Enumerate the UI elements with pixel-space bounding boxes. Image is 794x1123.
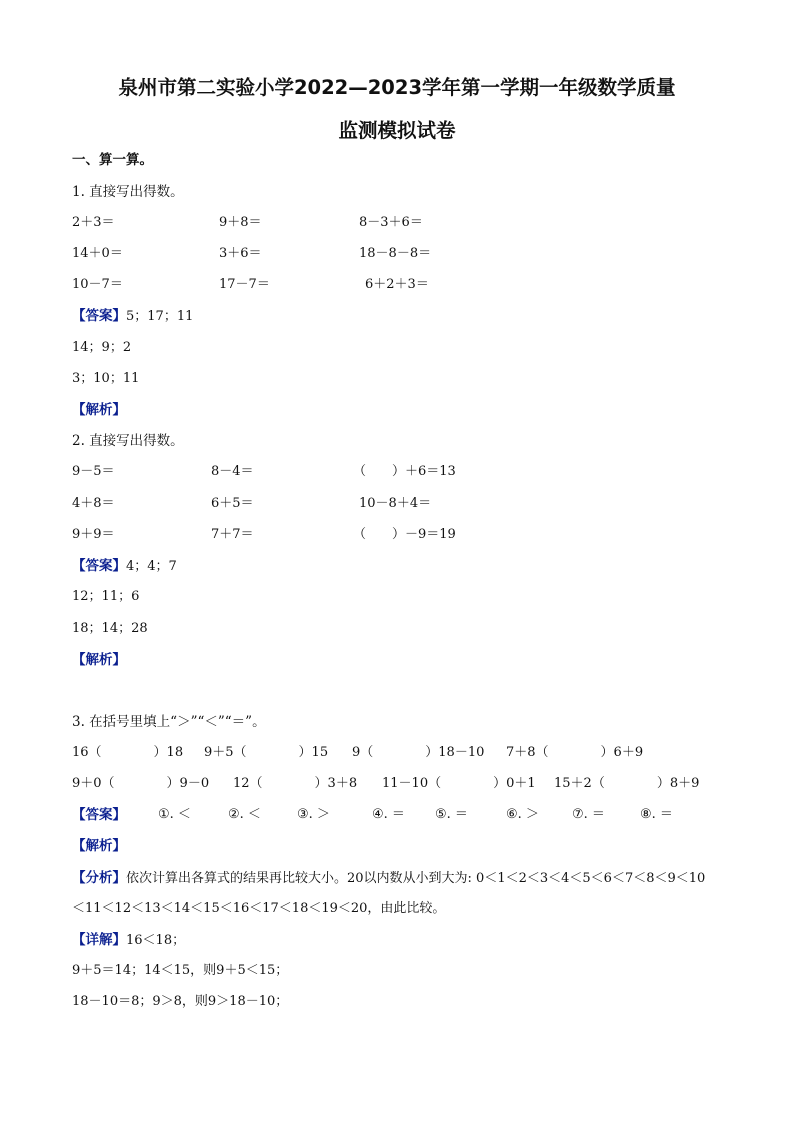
q3-detail: 16＜18； bbox=[126, 933, 186, 948]
q3-detail-line bbox=[72, 931, 185, 950]
analysis-tag: 【解析】 bbox=[72, 838, 126, 854]
section-heading-1: 一、算一算。 bbox=[72, 152, 153, 168]
q1-answer-line bbox=[72, 307, 193, 326]
q1-cell: 2＋3＝ bbox=[72, 215, 115, 230]
q3-stem: 3. 在括号里填上“＞”“＜”“＝”。 bbox=[72, 714, 266, 730]
q2-cell: 9－5＝ bbox=[72, 464, 115, 479]
q2-cell: 8－4＝ bbox=[211, 464, 254, 479]
q3-answer: ⑧. ＝ bbox=[640, 807, 673, 822]
q3-cell: 9＋0（ ）9－0 bbox=[72, 776, 210, 791]
q3-answer: ⑤. ＝ bbox=[435, 807, 468, 822]
q3-cell: 9＋5（ ）15 bbox=[204, 745, 329, 760]
xiangjie-tag: 【详解】 bbox=[72, 932, 126, 948]
q3-analysis-line bbox=[72, 869, 705, 888]
answer-tag: 【答案】 bbox=[72, 558, 126, 574]
q2-cell: 4＋8＝ bbox=[72, 496, 115, 511]
q3-cell: 11－10（ ）0＋1 bbox=[382, 776, 536, 791]
q1-cell: 9＋8＝ bbox=[219, 215, 262, 230]
q1-cell: 17－7＝ bbox=[219, 277, 270, 292]
q2-cell: 6＋5＝ bbox=[211, 496, 254, 511]
q1-cell: 10－7＝ bbox=[72, 277, 123, 292]
q1-cell: 6＋2＋3＝ bbox=[365, 277, 429, 292]
q2-stem: 2. 直接写出得数。 bbox=[72, 433, 184, 449]
q3-cell: 9（ ）18－10 bbox=[352, 745, 485, 760]
q3-analysis-text: 依次计算出各算式的结果再比较大小。20以内数从小到大为: 0＜1＜2＜3＜4＜5＜6＜7＜8＜9＜10 bbox=[126, 871, 706, 886]
answer-tag: 【答案】 bbox=[72, 807, 126, 823]
q1-cell: 14＋0＝ bbox=[72, 246, 123, 261]
q3-answer: ⑦. ＝ bbox=[572, 807, 605, 822]
q2-answer: 4；4；7 bbox=[126, 559, 177, 574]
q1-answer: 5；17；11 bbox=[126, 309, 194, 324]
q1-stem: 1. 直接写出得数。 bbox=[72, 184, 184, 200]
fenxi-tag: 【分析】 bbox=[72, 870, 126, 886]
q2-cell: 9＋9＝ bbox=[72, 527, 115, 542]
q3-answer-line bbox=[72, 806, 673, 824]
q1-answer: 14；9；2 bbox=[72, 340, 132, 355]
q3-answer: ①. ＜ bbox=[158, 807, 191, 822]
q3-cell: 7＋8（ ）6＋9 bbox=[506, 745, 644, 760]
q2-cell: （ ）＋6＝13 bbox=[353, 464, 456, 479]
q2-answer-line bbox=[72, 557, 177, 576]
q1-answer: 3；10；11 bbox=[72, 371, 140, 386]
analysis-tag: 【解析】 bbox=[72, 652, 126, 668]
q2-answer: 12；11；6 bbox=[72, 589, 140, 604]
q1-cell: 3＋6＝ bbox=[219, 246, 262, 261]
doc-title-line2: 监测模拟试卷 bbox=[338, 119, 456, 142]
q3-answer: ④. ＝ bbox=[372, 807, 405, 822]
q1-cell: 8－3＋6＝ bbox=[359, 215, 423, 230]
q3-detail: 18－10＝8；9＞8，则9＞18－10； bbox=[72, 994, 289, 1009]
analysis-tag: 【解析】 bbox=[72, 402, 126, 418]
q3-detail: 9＋5＝14；14＜15，则9＋5＜15； bbox=[72, 963, 289, 978]
q3-cell: 16（ ）18 bbox=[72, 745, 184, 760]
q2-cell: （ ）－9＝19 bbox=[353, 527, 456, 542]
q3-cell: 12（ ）3＋8 bbox=[233, 776, 358, 791]
q3-answer: ③. ＞ bbox=[297, 807, 330, 822]
q3-analysis-text-2: ＜11＜12＜13＜14＜15＜16＜17＜18＜19＜20，由此比较。 bbox=[72, 901, 446, 916]
q3-answer: ⑥. ＞ bbox=[506, 807, 539, 822]
q2-answer: 18；14；28 bbox=[72, 621, 148, 636]
q2-cell: 7＋7＝ bbox=[211, 527, 254, 542]
q1-cell: 18－8－8＝ bbox=[359, 246, 432, 261]
doc-title-line1: 泉州市第二实验小学2022—2023学年第一学期一年级数学质量 bbox=[118, 76, 676, 99]
q3-cell: 15＋2（ ）8＋9 bbox=[554, 776, 700, 791]
q2-cell: 10－8＋4＝ bbox=[359, 496, 432, 511]
answer-tag: 【答案】 bbox=[72, 308, 126, 324]
q3-answer: ②. ＜ bbox=[228, 807, 261, 822]
